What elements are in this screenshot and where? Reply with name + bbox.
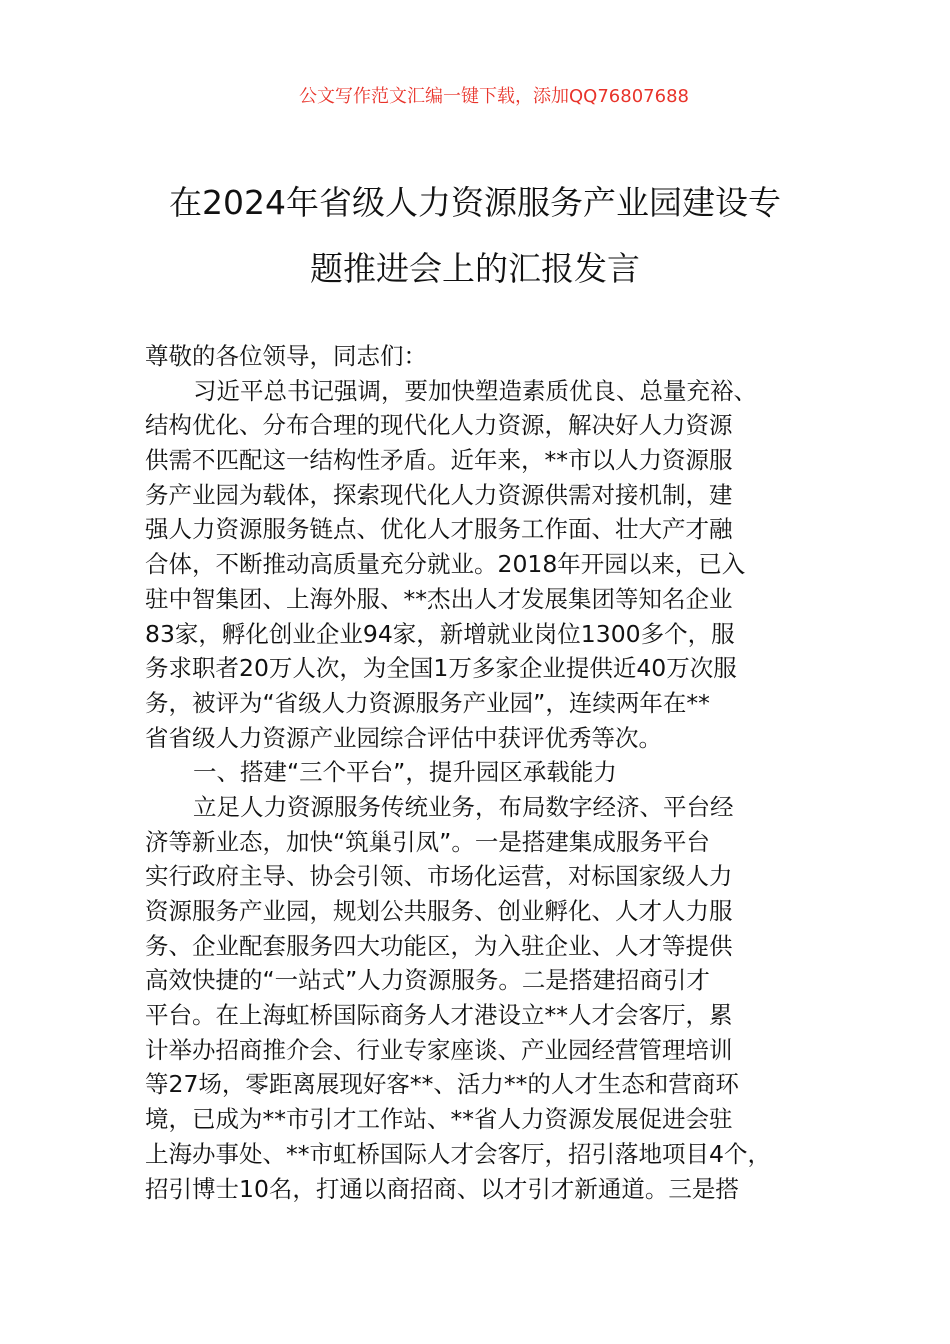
body-text-line: 高效快捷的“一站式”人力资源服务。二是搭建招商引才 <box>145 966 710 995</box>
body-text-line: 驻中智集团、上海外服、**杰出人才发展集团等知名企业 <box>145 584 733 613</box>
document-title-line-1: 在2024年省级人力资源服务产业园建设专 <box>169 183 781 222</box>
download-banner: 公文写作范文汇编一键下载，添加QQ76807688 <box>299 86 689 107</box>
body-text-line: 结构优化、分布合理的现代化人力资源，解决好人力资源 <box>145 411 733 440</box>
body-text-line: 务，被评为“省级人力资源服务产业园”，连续两年在** <box>145 688 710 717</box>
body-text-line: 强人力资源服务链点、优化人才服务工作面、壮大产才融 <box>145 515 733 544</box>
body-text-line: 上海办事处、**市虹桥国际人才会客厅，招引落地项目4个， <box>145 1139 771 1168</box>
body-text-line: 务求职者20万人次，为全国1万多家企业提供近40万次服 <box>145 654 737 683</box>
body-text-line: 务产业园为载体，探索现代化人力资源供需对接机制，建 <box>145 480 733 509</box>
document-title-line-2: 题推进会上的汇报发言 <box>310 249 640 288</box>
body-text-line: 等27场，零距离展现好客**、活力**的人才生态和营商环 <box>145 1070 739 1099</box>
body-text-line: 合体，不断推动高质量充分就业。2018年开园以来，已入 <box>145 550 746 579</box>
body-text-line: 尊敬的各位领导，同志们： <box>145 342 427 370</box>
body-text-line: 计举办招商推介会、行业专家座谈、产业园经营管理培训 <box>145 1035 733 1064</box>
body-text-line: 招引博士10名，打通以商招商、以才引才新通道。三是搭 <box>145 1174 739 1203</box>
body-text-line: 平台。在上海虹桥国际商务人才港设立**人才会客厅，累 <box>145 1001 733 1030</box>
body-text-line: 省省级人力资源产业园综合评估中获评优秀等次。 <box>145 723 662 752</box>
body-text-line: 立足人力资源服务传统业务，布局数字经济、平台经 <box>193 792 734 821</box>
body-text-line: 习近平总书记强调，要加快塑造素质优良、总量充裕、 <box>193 376 757 405</box>
body-text-line: 济等新业态，加快“筑巢引凤”。一是搭建集成服务平台 <box>145 827 710 856</box>
document-body <box>145 339 835 1206</box>
body-text-line: 境，已成为**市引才工作站、**省人力资源发展促进会驻 <box>145 1105 733 1134</box>
body-text-line: 供需不匹配这一结构性矛盾。近年来，**市以人力资源服 <box>145 446 733 475</box>
body-text-line: 务、企业配套服务四大功能区，为入驻企业、人才等提供 <box>145 931 733 960</box>
body-text-line: 83家，孵化创业企业94家，新增就业岗位1300多个，服 <box>145 619 735 648</box>
body-text-line: 实行政府主导、协会引领、市场化运营，对标国家级人力 <box>145 862 733 891</box>
body-text-line: 资源服务产业园，规划公共服务、创业孵化、人才人力服 <box>145 897 733 925</box>
body-text-line: 一、搭建“三个平台”，提升园区承载能力 <box>193 758 617 787</box>
